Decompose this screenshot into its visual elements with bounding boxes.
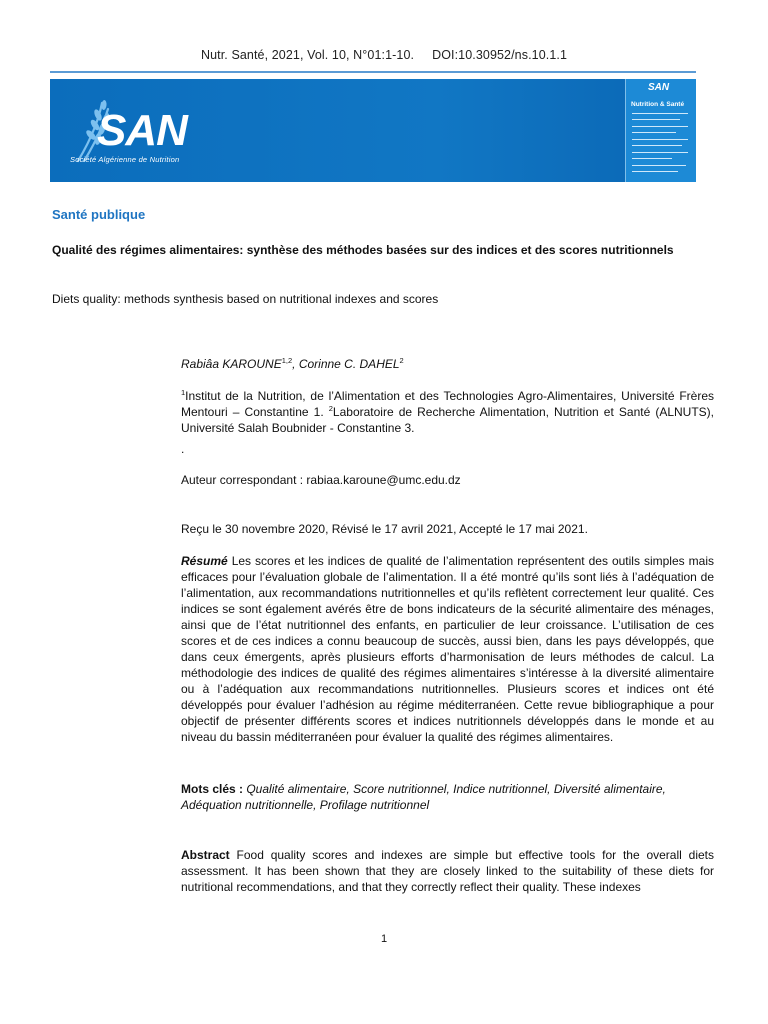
article-title-en: Diets quality: methods synthesis based on nutritional indexes and scores (52, 292, 439, 306)
cover-text-line (632, 132, 676, 133)
abstract-label: Abstract (181, 848, 230, 862)
journal-citation (0, 48, 768, 62)
keywords-text: Qualité alimentaire, Score nutritionnel, Indice nutritionnel, Diversité alimentaire, Adéquation nutritionnelle, Profilage nutritionnel (181, 782, 666, 812)
keywords-label: Mots clés : (181, 782, 244, 796)
affiliation-text: Laboratoire de Recherche Alimentation, Nutrition et Santé (ALNUTS), Université Salah Boubnider - Constantine 3. (181, 405, 715, 435)
doi-text: DOI:10.30952/ns.10.1.1 (432, 48, 568, 62)
society-name: Société Algérienne de Nutrition (70, 155, 180, 164)
author-separator: , (292, 357, 299, 371)
affiliation-sup: 2 (328, 404, 333, 413)
citation-text: Nutr. Santé, 2021, Vol. 10, N°01:1-10. (200, 48, 415, 62)
author-name: Corinne C. DAHEL (298, 357, 400, 371)
article-dates: Reçu le 30 novembre 2020, Révisé le 17 avril 2021, Accepté le 17 mai 2021. (181, 522, 588, 536)
cover-text-line (632, 139, 688, 140)
author-name: Rabiâa KAROUNE (181, 357, 282, 371)
affiliations (181, 388, 714, 436)
author-affiliation-sup: 2 (399, 356, 404, 365)
cover-text-line (632, 113, 688, 114)
cover-text-line (632, 158, 672, 159)
article-title-fr: Qualité des régimes alimentaires: synthèse des méthodes basées sur des indices et des scores nutritionnels (52, 243, 674, 257)
section-rubric: Santé publique (52, 207, 146, 222)
journal-banner (50, 79, 696, 182)
corresponding-author: Auteur correspondant : rabiaa.karoune@umc.edu.dz (181, 473, 461, 487)
cover-text-line (632, 126, 688, 127)
journal-cover-thumbnail (625, 79, 696, 182)
author-affiliation-sup: 1,2 (281, 356, 293, 365)
stray-dot: . (181, 442, 185, 456)
resume-label: Résumé (181, 554, 228, 568)
cover-text-line (632, 152, 688, 153)
resume-paragraph (181, 553, 714, 745)
cover-text-line (632, 145, 682, 146)
abstract-paragraph (181, 847, 714, 895)
cover-text-line (632, 171, 678, 172)
keywords-paragraph (181, 781, 714, 813)
header-rule (50, 71, 696, 73)
affiliation-sup: 1 (181, 388, 186, 397)
resume-text: Les scores et les indices de qualité de l’alimentation représentent des outils simples mais efficaces pour l’évaluation globale de l’alimentation. Il a été montré qu’ils sont liés à l’adéquation de l’alimentation, aux recommandations nutritionnelles et qu’ils reflètent correctement leur qualité. Ces indices se sont également avérés être de bons indicateurs de la sécurité alimentaire des ménages, ainsi que de l’état nutritionnel des enfants, en particulier de leur croissance. L’utilisation de ces scores et de ces indices a connu beaucoup de succès, aussi bien, dans les pays développés, que dans ceux émergents, après plusieurs efforts d’harmonisation de leurs méthodes de calcul. La méthodologie des indices de qualité des régimes alimentaires s’intéresse à la diversité alimentaire ou à l’adéquation aux recommandations nutritionnelles. Plusieurs scores et indices ont été développés pour évaluer l’adhésion au régime méditerranéen. Cette revue bibliographique a pour objectif de présenter différents scores et indices nutritionnels développés dans le monde et au niveau du bassin méditerranéen pour évaluer la qualité des régimes alimentaires. (181, 554, 714, 744)
author-list (181, 356, 714, 372)
cover-title: Nutrition & Santé (631, 101, 685, 108)
san-logo-text: SAN (97, 106, 187, 155)
cover-text-line (632, 119, 680, 120)
cover-text-line (632, 165, 686, 166)
cover-logo: SAN (648, 82, 670, 93)
affiliation-text: Institut de la Nutrition, de l’Alimentation et des Technologies Agro-Alimentaires, Université Frères Mentouri – Constantine 1. (181, 389, 714, 419)
page-number: 1 (380, 933, 388, 945)
abstract-text: Food quality scores and indexes are simple but effective tools for the overall diets assessment. It has been shown that they are closely linked to the suitability of these diets for nutritional recommendations, and that they correctly reflect their quality. These indexes (181, 848, 714, 894)
